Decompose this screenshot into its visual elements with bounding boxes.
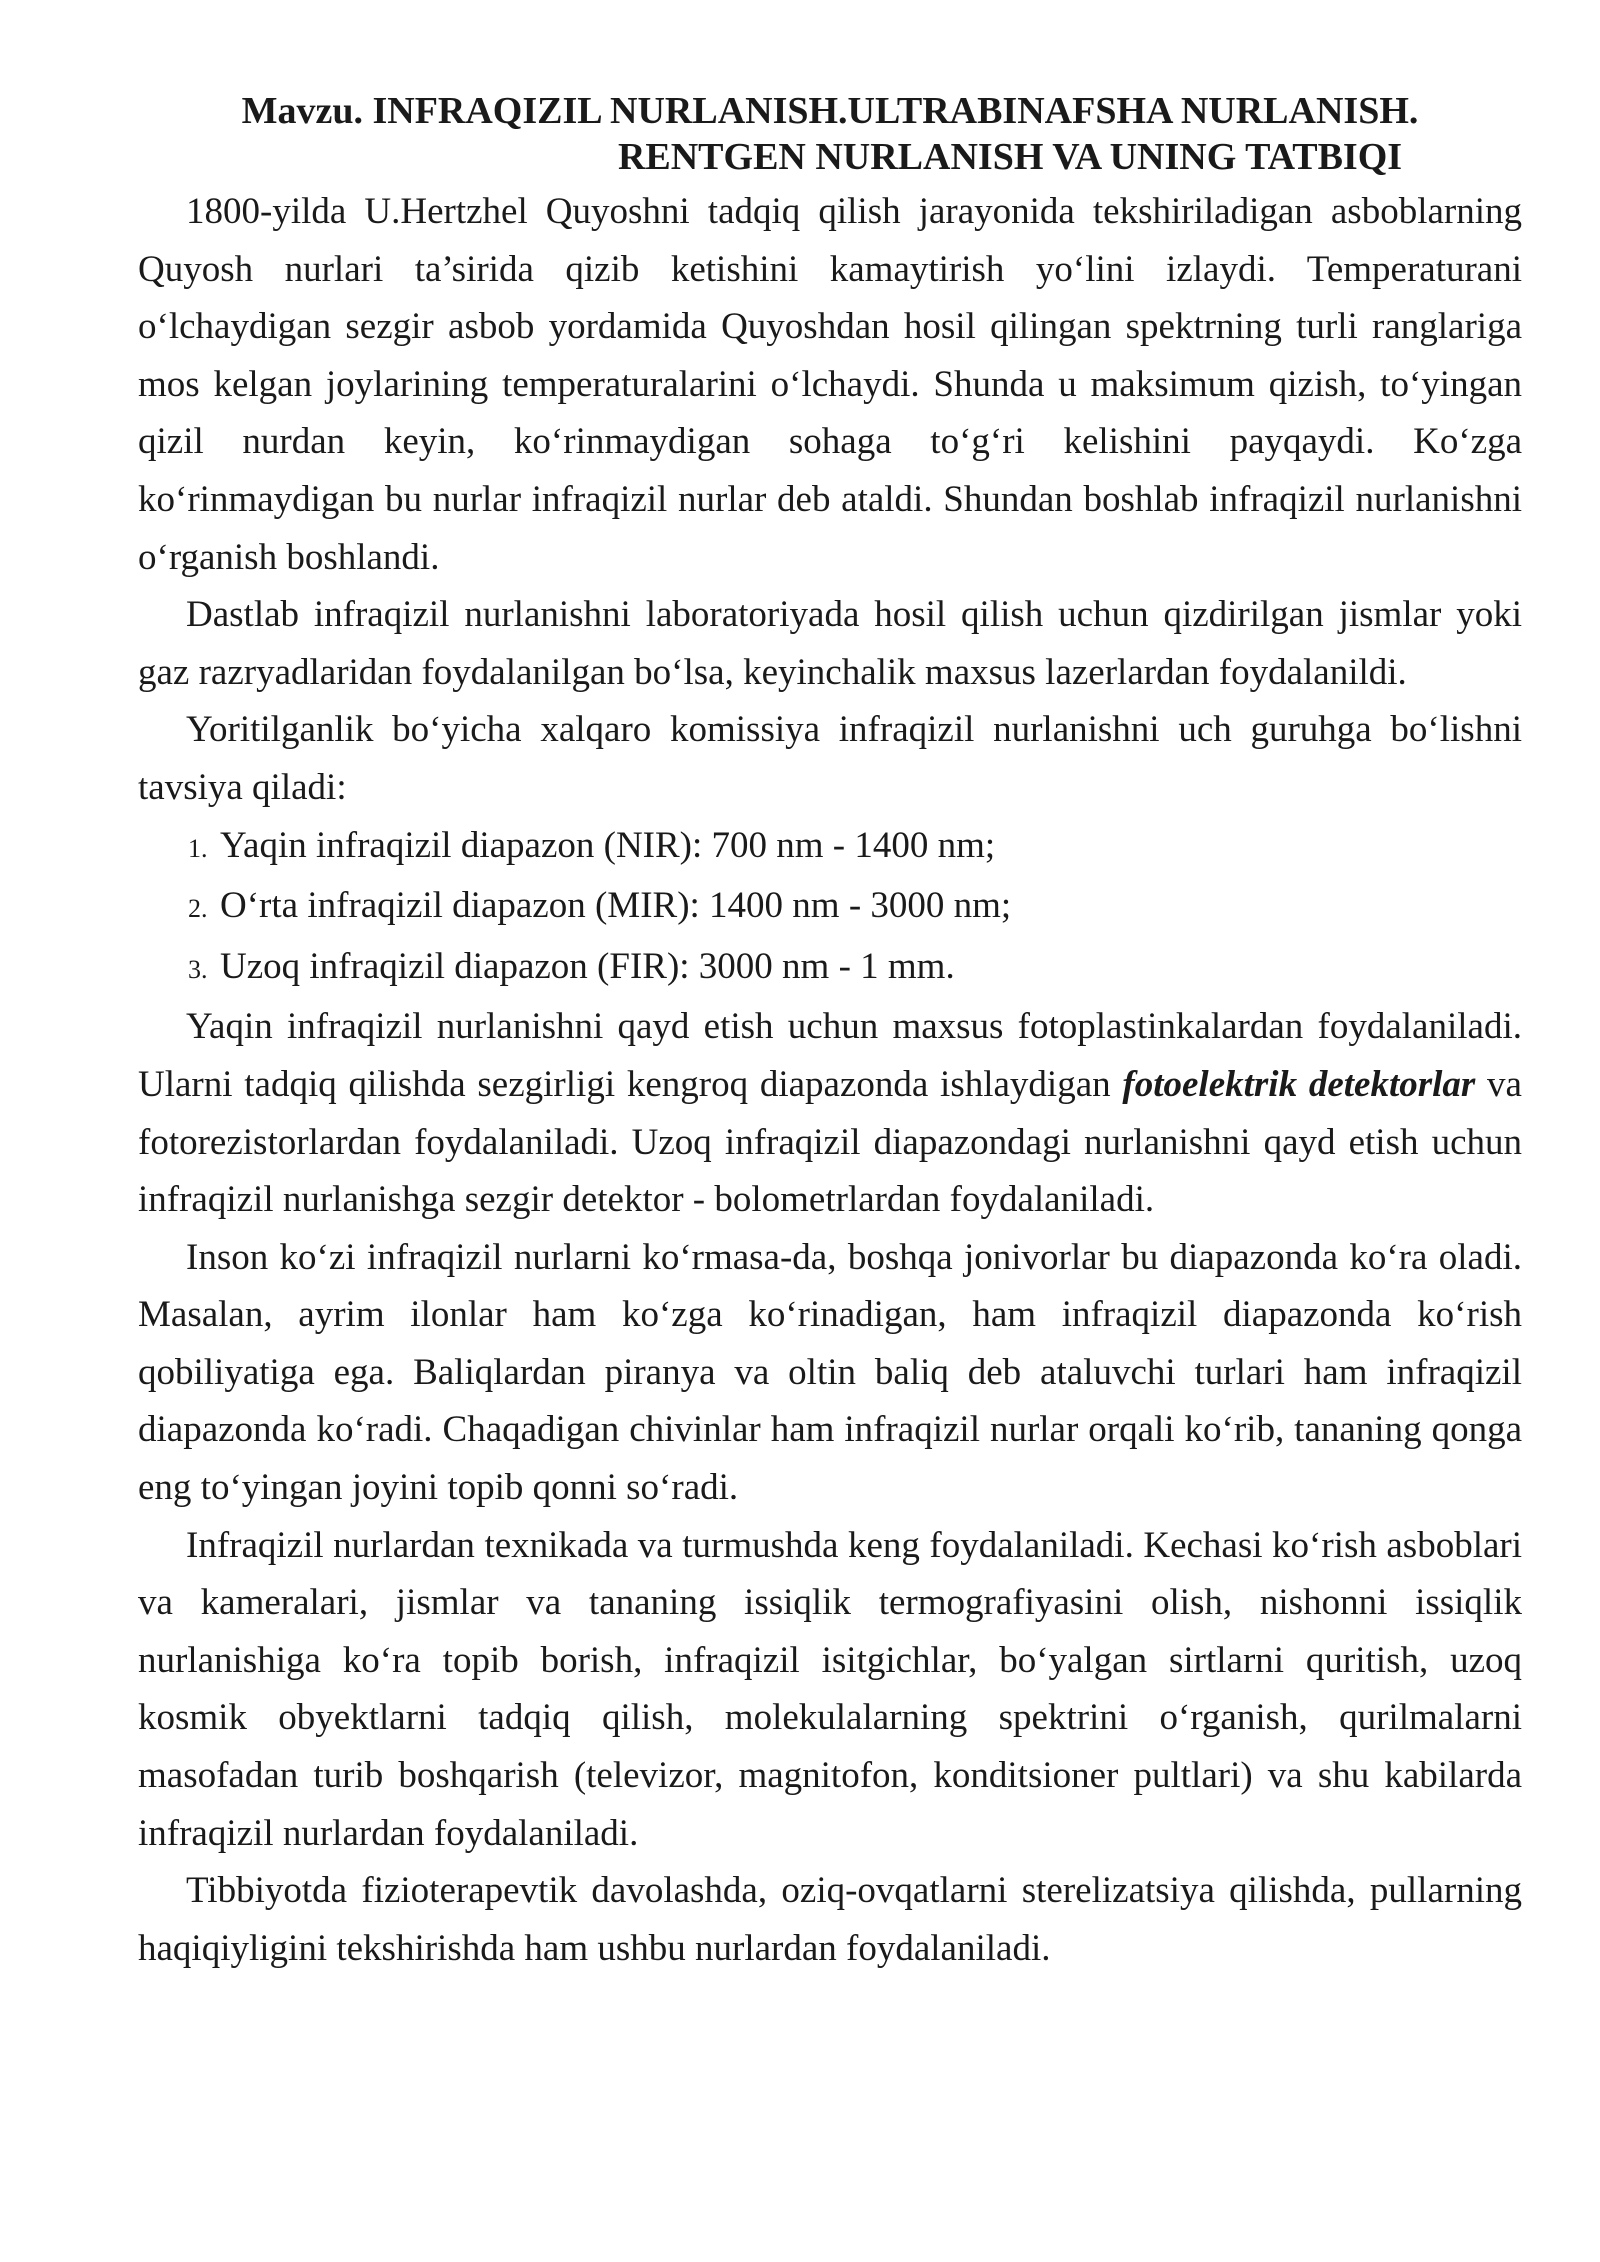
paragraph-4-text-before: Yaqin infraqizil nurlanishni qayd etish uchun maxsus fotoplastinkalardan foydalaniladi. Ularni tadqiq qilishda sezgirligi kengroq diapazonda ishlaydigan <box>138 1006 1522 1105</box>
paragraph-5: Inson ko‘zi infraqizil nurlarni ko‘rmasa-da, boshqa jonivorlar bu diapazonda ko‘ra oladi. Masalan, ayrim ilonlar ham ko‘zga ko‘rinadigan, ham infraqizil diapazonda ko‘rish qobiliyatiga ega. Baliqlardan piranya va oltin baliq deb ataluvchi turlari ham infraqizil diapazonda ko‘radi. Chaqadigan chivinlar ham infraqizil nurlar orqali ko‘rib, tananing qonga eng to‘yingan joyini topib qonni so‘radi. <box>138 1236 1522 1509</box>
paragraph-3: Yoritilganlik bo‘yicha xalqaro komissiya infraqizil nurlanishni uch guruhga bo‘lishni tavsiya qiladi: <box>138 709 1522 808</box>
list-item <box>138 877 1522 938</box>
list-item-number: 1. <box>188 833 208 863</box>
paragraph-6: Infraqizil nurlardan texnikada va turmushda keng foydalaniladi. Kechasi ko‘rish asboblari va kameralari, jismlar va tananing issiqlik termografiyasini olish, nishonni issiqlik nurlanishiga ko‘ra topib borish, infraqizil isitgichlar, bo‘yalgan sirtlarni quritish, uzoq kosmik obyektlarni tadqiq qilish, molekulalarning spektrini o‘rganish, qurilmalarni masofadan turib boshqarish (televizor, magnitofon, konditsioner pultlari) va shu kabilarda infraqizil nurlardan foydalaniladi. <box>138 1524 1522 1854</box>
list-item-text: O‘rta infraqizil diapazon (MIR): 1400 nm - 3000 nm; <box>220 885 1012 927</box>
paragraph-4-text-after: va fotorezistorlardan foydalaniladi. Uzoq infraqizil diapazondagi nurlanishni qayd etish uchun infraqizil nurlanishga sezgir detektor - bolometrlardan foydalaniladi. <box>138 1063 1522 1221</box>
list-item-number: 3. <box>188 954 208 984</box>
list-item-text: Yaqin infraqizil diapazon (NIR): 700 nm - 1400 nm; <box>220 824 996 866</box>
emphasized-term: fotoelektrik detektorlar <box>1122 1063 1476 1105</box>
ir-range-list <box>138 817 1522 999</box>
list-item-number: 2. <box>188 894 208 924</box>
paragraph-7: Tibbiyotda fizioterapevtik davolashda, oziq-ovqatlarni sterelizatsiya qilishda, pullarning haqiqiyligini tekshirishda ham ushbu nurlardan foydalaniladi. <box>138 1870 1522 1969</box>
title-line-2: RENTGEN NURLANISH VA UNING TATBIQI <box>617 136 1403 178</box>
paragraph-2: Dastlab infraqizil nurlanishni laboratoriyada hosil qilish uchun qizdirilgan jismlar yoki gaz razryadlaridan foydalanilgan bo‘lsa, keyinchalik maxsus lazerlardan foydalanildi. <box>138 594 1522 693</box>
list-item <box>138 817 1522 878</box>
paragraph-4 <box>138 998 1522 1228</box>
paragraph-1: 1800-yilda U.Hertzhel Quyoshni tadqiq qilish jarayonida tekshiriladigan asboblarning Quyosh nurlari ta’sirida qizib ketishini kamaytirish yo‘lini izlaydi. Temperaturani o‘lchaydigan sezgir asbob yordamida Quyoshdan hosil qilingan spektrning turli ranglariga mos kelgan joylarining temperaturalarini o‘lchaydi. Shunda u maksimum qizish, to‘yingan qizil nurdan keyin, ko‘rinmaydigan sohaga to‘g‘ri kelishini payqaydi. Ko‘zga ko‘rinmaydigan bu nurlar infraqizil nurlar deb ataldi. Shundan boshlab infraqizil nurlanishni o‘rganish boshlandi. <box>138 191 1522 578</box>
document-page <box>138 88 1522 1977</box>
title-line-1: Mavzu. INFRAQIZIL NURLANISH.ULTRABINAFSHA NURLANISH. <box>241 90 1419 132</box>
page-title <box>138 88 1522 180</box>
list-item <box>138 938 1522 999</box>
list-item-text: Uzoq infraqizil diapazon (FIR): 3000 nm - 1 mm. <box>220 945 955 987</box>
